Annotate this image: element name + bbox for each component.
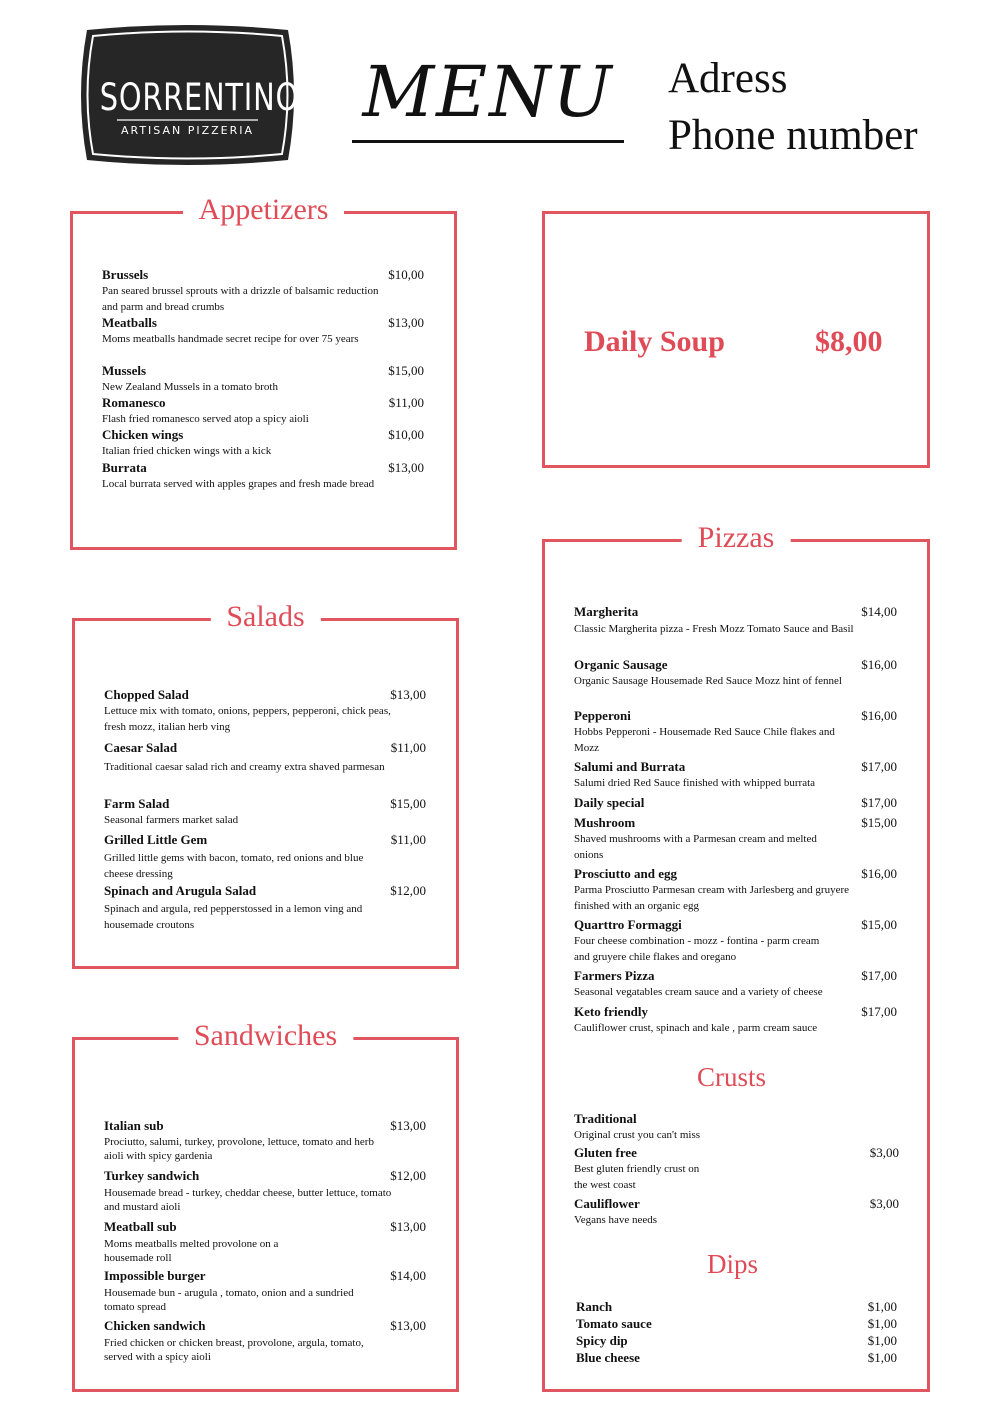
menu-item <box>574 657 897 690</box>
item-name: Caesar Salad <box>104 740 178 755</box>
item-name: Traditional <box>574 1111 637 1126</box>
sandwiches-title: Sandwiches <box>178 1016 353 1056</box>
item-name: Keto friendly <box>574 1004 649 1019</box>
item-name: Mushroom <box>574 815 636 830</box>
salads-section <box>72 600 459 969</box>
item-name: Blue cheese <box>576 1350 640 1365</box>
item-price: $12,00 <box>390 1168 426 1183</box>
item-price: $17,00 <box>861 759 897 774</box>
pizzas-section <box>542 521 930 1392</box>
item-name: Tomato sauce <box>576 1316 652 1331</box>
item-description: New Zealand Mussels in a tomato broth <box>102 381 278 393</box>
menu-item <box>574 968 897 1001</box>
item-description: Organic Sausage Housemade Red Sauce Mozz hint of fennel <box>574 675 842 687</box>
pizzas-title: Pizzas <box>682 518 791 558</box>
item-price: $1,00 <box>867 1299 897 1314</box>
menu-item <box>574 1145 897 1193</box>
dips-title: Dips <box>707 1249 759 1279</box>
menu-item <box>102 267 424 315</box>
item-price: $11,00 <box>390 740 426 755</box>
item-description: Vegans have needs <box>574 1214 658 1226</box>
item-description: Four cheese combination - mozz - fontina - parm cream and gruyere chile flakes and oregano <box>574 935 820 963</box>
menu-item <box>104 832 426 882</box>
item-name: Spinach and Arugula Salad <box>104 883 257 898</box>
menu-item <box>102 363 424 396</box>
menu-title-underline <box>352 140 624 143</box>
item-price: $15,00 <box>861 815 897 830</box>
item-price: $16,00 <box>861 708 897 723</box>
item-description: Fried chicken or chicken breast, provolone, argula, tomato, served with a spicy aioli <box>104 1337 364 1363</box>
item-description: Pan seared brussel sprouts with a drizzle of balsamic reduction and parm and bread crumbs <box>102 285 379 313</box>
item-name: Daily special <box>574 795 645 810</box>
menu-item <box>576 1299 897 1315</box>
menu-item <box>574 866 897 914</box>
item-name: Meatball sub <box>104 1219 177 1234</box>
salads-title: Salads <box>210 597 320 637</box>
item-price: $3,00 <box>869 1196 899 1211</box>
item-description: Hobbs Pepperoni - Housemade Red Sauce Chile flakes and Mozz <box>574 726 835 754</box>
menu-item <box>104 1118 426 1163</box>
menu-item <box>102 395 424 428</box>
item-price: $17,00 <box>861 968 897 983</box>
appetizers-section <box>70 193 457 550</box>
item-description: Prociutto, salumi, turkey, provolone, lettuce, tomato and herb aioli with spicy gardenia <box>104 1136 374 1162</box>
daily-soup-price: $8,00 <box>815 325 883 358</box>
item-price: $13,00 <box>390 1318 426 1333</box>
daily-soup-section <box>542 211 930 468</box>
menu-item <box>104 687 426 735</box>
item-price: $1,00 <box>867 1333 897 1348</box>
item-price: $13,00 <box>390 687 426 702</box>
item-description: Classic Margherita pizza - Fresh Mozz Tomato Sauce and Basil <box>574 623 854 635</box>
logo <box>75 24 327 166</box>
item-description: Shaved mushrooms with a Parmesan cream and melted onions <box>574 833 817 861</box>
item-name: Gluten free <box>574 1145 637 1160</box>
item-name: Prosciutto and egg <box>574 866 678 881</box>
item-price: $12,00 <box>390 883 426 898</box>
item-price: $15,00 <box>861 917 897 932</box>
item-description: Housemade bread - turkey, cheddar cheese, butter lettuce, tomato and mustard aioli <box>104 1187 392 1213</box>
item-name: Spicy dip <box>576 1333 628 1348</box>
item-price: $17,00 <box>861 1004 897 1019</box>
item-description: Italian fried chicken wings with a kick <box>102 445 272 457</box>
item-price: $13,00 <box>390 1219 426 1234</box>
menu-item <box>104 1168 426 1214</box>
menu-item <box>574 815 897 863</box>
item-name: Pepperoni <box>574 708 631 723</box>
item-description: Local burrata served with apples grapes and fresh made bread <box>102 478 375 490</box>
address: Adress <box>668 55 788 102</box>
item-price: $10,00 <box>388 267 424 282</box>
item-price: $1,00 <box>867 1316 897 1331</box>
item-name: Chicken wings <box>102 427 184 442</box>
item-description: Spinach and argula, red pepperstossed in a lemon ving and housemade croutons <box>104 903 363 931</box>
menu-item <box>104 796 426 829</box>
menu-item <box>574 708 897 756</box>
item-price: $13,00 <box>388 460 424 475</box>
menu-item <box>574 759 897 792</box>
logo-name: SORRENTINO'S <box>99 76 327 119</box>
menu-item <box>104 1219 426 1265</box>
item-price: $14,00 <box>861 604 897 619</box>
crusts-title: Crusts <box>697 1062 767 1092</box>
item-name: Margherita <box>574 604 639 619</box>
item-description: Housemade bun - arugula , tomato, onion and a sundried tomato spread <box>104 1287 354 1313</box>
menu-item <box>574 917 897 965</box>
menu-item <box>104 1318 426 1364</box>
item-name: Farm Salad <box>104 796 170 811</box>
item-price: $10,00 <box>388 427 424 442</box>
item-description: Cauliflower crust, spinach and kale , parm cream sauce <box>574 1022 818 1034</box>
menu-item <box>102 315 424 348</box>
menu-item <box>574 1004 897 1037</box>
item-price: $11,00 <box>390 832 426 847</box>
item-description: Original crust you can't miss <box>574 1129 701 1141</box>
item-name: Impossible burger <box>104 1268 206 1283</box>
daily-soup-name: Daily Soup <box>584 325 725 358</box>
item-name: Chicken sandwich <box>104 1318 206 1333</box>
item-price: $15,00 <box>390 796 426 811</box>
menu-item <box>574 1111 897 1144</box>
item-description: Grilled little gems with bacon, tomato, red onions and blue cheese dressing <box>104 852 364 880</box>
item-description: Salumi dried Red Sauce finished with whipped burrata <box>574 777 816 789</box>
item-name: Cauliflower <box>574 1196 640 1211</box>
item-name: Chopped Salad <box>104 687 189 702</box>
item-name: Salumi and Burrata <box>574 759 686 774</box>
menu-item <box>574 795 897 811</box>
item-name: Brussels <box>102 267 149 282</box>
item-price: $14,00 <box>390 1268 426 1283</box>
item-description: Traditional caesar salad rich and creamy extra shaved parmesan <box>104 761 385 773</box>
item-price: $13,00 <box>390 1118 426 1133</box>
item-description: Parma Prosciutto Parmesan cream with Jarlesberg and gruyere finished with an organic egg <box>574 884 850 912</box>
menu-item <box>576 1333 897 1349</box>
item-price: $16,00 <box>861 657 897 672</box>
menu-item <box>104 1268 426 1314</box>
item-price: $17,00 <box>861 795 897 810</box>
item-name: Mussels <box>102 363 147 378</box>
menu-item <box>102 460 424 493</box>
contact-info <box>668 50 918 164</box>
item-name: Italian sub <box>104 1118 164 1133</box>
item-description: Moms meatballs melted provolone on a housemade roll <box>104 1238 279 1264</box>
item-name: Turkey sandwich <box>104 1168 200 1183</box>
item-name: Organic Sausage <box>574 657 668 672</box>
item-price: $16,00 <box>861 866 897 881</box>
item-description: Flash fried romanesco served atop a spicy aioli <box>102 413 309 425</box>
item-name: Quarttro Formaggi <box>574 917 682 932</box>
logo-tagline: ARTISAN PIZZERIA <box>120 124 255 137</box>
item-price: $11,00 <box>388 395 424 410</box>
sandwiches-section <box>72 1019 459 1392</box>
menu-item <box>576 1350 897 1366</box>
item-description: Seasonal vegatables cream sauce and a variety of cheese <box>574 986 823 998</box>
menu-item <box>104 883 426 933</box>
menu-item <box>574 604 897 638</box>
item-description: Moms meatballs handmade secret recipe for over 75 years <box>102 333 359 345</box>
item-description: Lettuce mix with tomato, onions, peppers, pepperoni, chick peas, fresh mozz, italian herb ving <box>104 705 391 733</box>
menu-item <box>102 427 424 460</box>
item-name: Romanesco <box>102 395 166 410</box>
menu-item <box>104 740 426 776</box>
item-price: $3,00 <box>869 1145 899 1160</box>
item-name: Ranch <box>576 1299 613 1314</box>
phone-number: Phone number <box>668 112 918 159</box>
item-price: $15,00 <box>388 363 424 378</box>
item-description: Best gluten friendly crust on the west coast <box>574 1163 700 1191</box>
menu-item <box>574 1196 897 1229</box>
menu-title: MENU <box>362 51 614 133</box>
item-name: Burrata <box>102 460 147 475</box>
item-description: Seasonal farmers market salad <box>104 814 239 826</box>
item-name: Grilled Little Gem <box>104 832 208 847</box>
appetizers-title: Appetizers <box>183 190 345 230</box>
item-name: Meatballs <box>102 315 157 330</box>
item-price: $13,00 <box>388 315 424 330</box>
item-name: Farmers Pizza <box>574 968 655 983</box>
menu-item <box>576 1316 897 1332</box>
item-price: $1,00 <box>867 1350 897 1365</box>
